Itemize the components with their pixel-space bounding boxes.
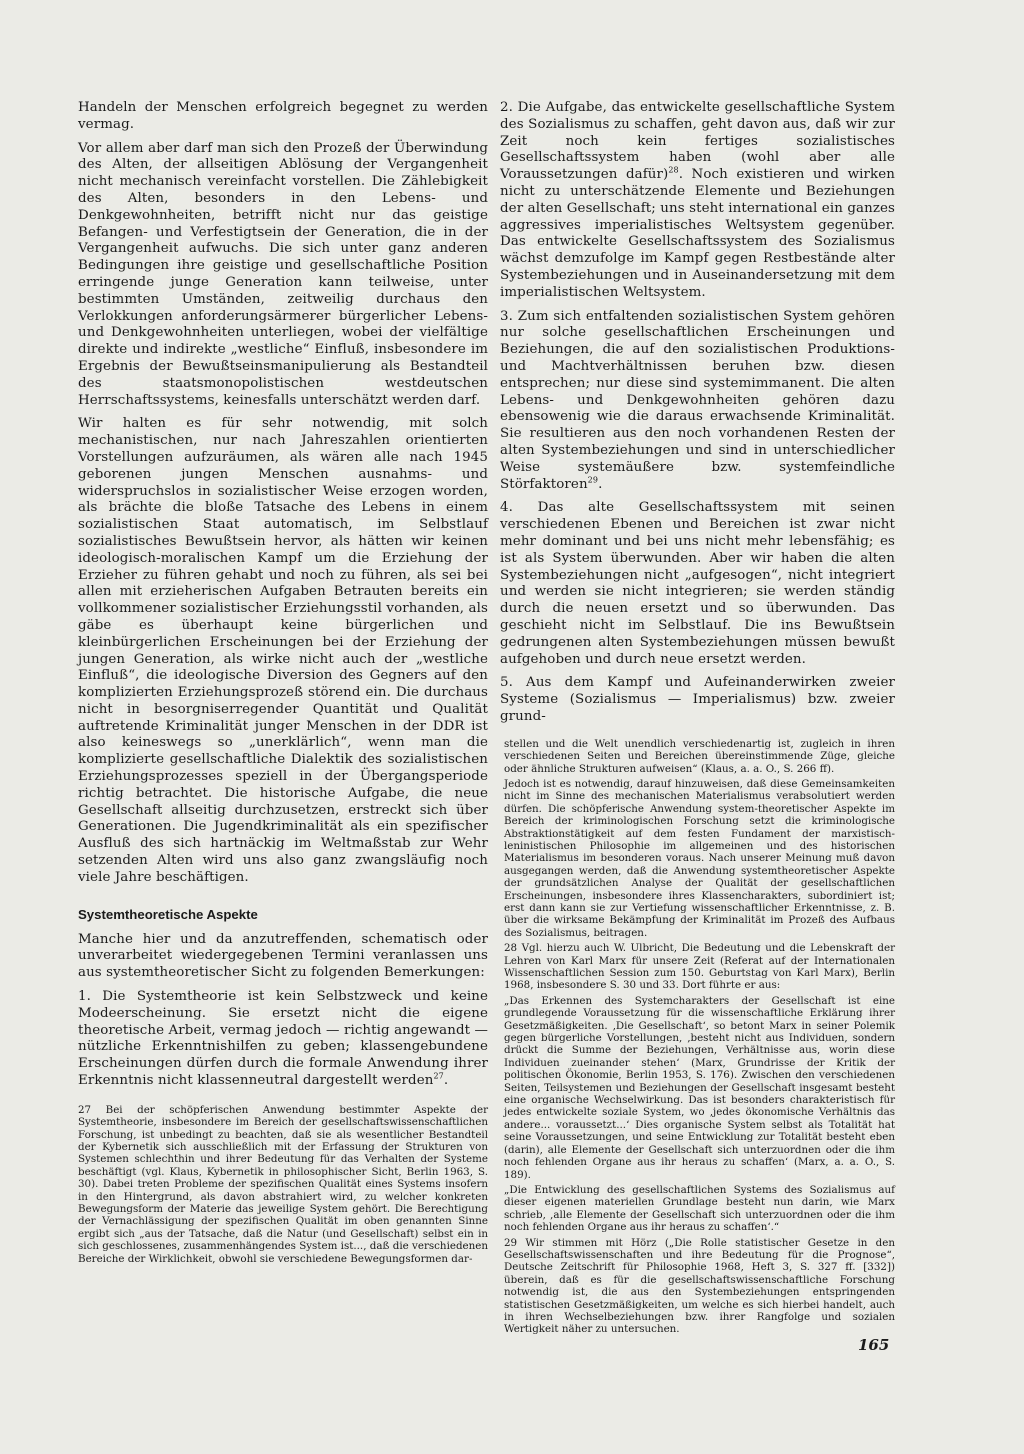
paragraph: Wir halten es für sehr notwendig, mit solch mechanistischen, nur nach Jahreszahlen orientierten Vorstellungen aufzuräumen, als wären alle nach 1945 geborenen jungen Menschen ausnahms- und widerspruchslos in sozialistischer Weise erzogen worden, als brächte die bloße Tatsache des Lebens in einem sozialistischen Staat automatisch, im Selbstlauf sozialistisches Bewußtsein hervor, als hätten wir keinen ideologisch-moralischen Kampf um die Erziehung der Erzieher zu führen gehabt und noch zu führen, als sei bei allen mit erzieherischen Aufgaben Betrauten bereits ein vollkommener sozialistischer Erziehungsstil vorhanden, als gäbe es überhaupt keine bürgerlichen und kleinbürgerlichen Erscheinungen bei der Erziehung der jungen Generation, als wirke nicht auch der „westliche Einfluß“, die ideologische Diversion des Gegners auf den komplizierten Erziehungsprozeß störend ein. Die durchaus nicht in besorgniserregender Quantität und Qualität auftretende Kriminalität junger Menschen in der DDR ist also keineswegs so „unerklärlich“, wenn man die komplizierte gesellschaftliche Dialektik des sozialistischen Erziehungsprozesses speziell in der Übergangsperiode richtig betrachtet. Die historische Aufgabe, die neue Gesellschaft allseitig durchzusetzen, erstreckt sich über Generationen. Die Jugendkriminalität als ein spezifischer Ausfluß des sich hartnäckig im Weltmaßstab zur Wehr setzenden Alten wird uns also ganz zwangsläufig noch viele Jahre beschäftigen.	[78, 416, 488, 885]
list-item-text: 2. Die Aufgabe, das entwickelte gesellschaftliche System des Sozialismus zu schaffen, geht davon aus, daß wir zur Zeit noch kein fertiges sozialistisches Gesellschaftssystem haben (wohl aber alle Voraussetzungen dafür)	[500, 100, 895, 183]
footnote-27-continued: stellen und die Welt unendlich verschiedenartig ist, zugleich in ihren verschiedenen Seiten und Bereichen übereinstimmende Züge, gleiche oder ähnliche Strukturen aufweisen“ (Klaus, a. a. O., S. 266 ff).	[504, 737, 895, 775]
list-item-text: . Noch existieren und wirken nicht zu unterschätzende Elemente und Beziehungen der alten Gesellschaft; uns steht international ein ganzes aggressives imperialistisches Weltsystem gegenüber. Das entwickelte Gesellschaftssystem des Sozialismus wächst demzufolge im Kampf gegen Restbestände alter Systembeziehungen und in Auseinandersetzung mit dem imperialistischen Weltsystem.	[500, 167, 895, 300]
footnote-29: 29 Wir stimmen mit Hörz („Die Rolle statistischer Gesetze in den Gesellschaftswissenschaften und ihre Bedeutung für die Prognose“, Deutsche Zeitschrift für Philosophie 1968, Heft 3, S. 327 ff. [332]) überein, daß es für die gesellschaftswissenschaftliche Forschung notwendig ist, die aus den Systembeziehungen entspringenden statistischen Gesetzmäßigkeiten, um welche es sich hierbei handelt, auch in ihren Wechselbeziehungen bzw. ihrer Rangfolge und sozialen Wertigkeit näher zu untersuchen.	[504, 1236, 895, 1336]
right-body-text	[500, 100, 895, 726]
section-body-text	[78, 932, 488, 1090]
list-item-1: 1. Die Systemtheorie ist kein Selbstzweck und keine Modeerscheinung. Sie ersetzt nicht die eigene theoretische Arbeit, vermag jedoch — richtig angewandt — nützliche Erkenntnishilfen zu geben; klassengebundene Erscheinungen dürfen durch die formale Anwendung ihrer Erkenntnis nicht klassenneutral dargestellt werden$^{27}$.	[78, 989, 488, 1089]
section-heading: Systemtheoretische Aspekte	[78, 906, 258, 922]
footnote-quote: „Das Erkennen des Systemcharakters der Gesellschaft ist eine grundlegende Voraussetzung für die wissenschaftliche Erklärung ihrer Gesetzmäßigkeiten. ‚Die Gesellschaft‘, so betont Marx in seiner Polemik gegen bürgerliche Vorstellungen, ‚besteht nicht aus Individuen, sondern drückt die Summe der Beziehungen, Verhältnisse aus, worin diese Individuen zueinander stehen‘ (Marx, Grundrisse der Kritik der politischen Ökonomie, Berlin 1953, S. 176). Zwischen den verschiedenen Seiten, Teilsystemen und Beziehungen der Gesellschaft insgesamt besteht eine organische Wechselwirkung. Das ist besonders charakteristisch für jedes entwickelte soziale System, wo ‚jedes ökonomische Verhältnis das andere... voraussetzt...‘ Dies organische System selbst als Totalität hat seine Voraussetzungen, und seine Entwicklung zur Totalität besteht eben (darin), alle Elemente der Gesellschaft sich unterzuordnen oder die ihm noch fehlenden Organe aus ihr heraus zu schaffen‘ (Marx, a. a. O., S. 189).	[504, 994, 895, 1181]
left-column	[78, 100, 488, 1268]
footnote-ref[interactable]: 28	[668, 165, 679, 175]
left-body-text	[78, 100, 488, 887]
paragraph: Manche hier und da anzutreffenden, schematisch oder unverarbeitet wiedergegebenen Termini veranlassen uns aus systemtheoretischer Sicht zu folgenden Bemerkungen:	[78, 931, 488, 981]
footnote-27: 27 Bei der schöpferischen Anwendung bestimmter Aspekte der Systemtheorie, insbesondere im Bereich der gesellschaftswissenschaftlichen Forschung, ist unbedingt zu beachten, daß sie als wesentlicher Bestandteil der Kybernetik sich ausschließlich mit der Erfassung der Strukturen von Systemen schlechthin und ihrer Bedeutung für das Verhalten der Systeme beschäftigt (vgl. Klaus, Kybernetik in philosophischer Sicht, Berlin 1963, S. 30). Dabei treten Probleme der spezifischen Qualität eines Systems insofern in den Hintergrund, als davon abstrahiert wird, zu welcher konkreten Bewegungsform der Materie das jeweilige System gehört. Die Berechtigung der Vernachlässigung der spezifischen Qualität im oben genannten Sinne ergibt sich „aus der Tatsache, daß die Natur (und Gesellschaft) selbst ein in sich geschlossenes, zusammenhängendes System ist..., daß die verschiedenen Bereiche der Wirklichkeit, obwohl sie verschiedene Bewegungsformen dar-	[78, 1103, 488, 1265]
page-number: 165	[858, 1336, 890, 1354]
paragraph: Handeln der Menschen erfolgreich begegnet zu werden vermag.	[78, 100, 488, 132]
footnote-ref[interactable]: 27	[433, 1071, 444, 1081]
paragraph: Vor allem aber darf man sich den Prozeß der Überwindung des Alten, der allseitigen Ablösung der Vergangenheit nicht mechanisch vereinfacht vorstellen. Die Zählebigkeit des Alten, besonders in den Lebens- und Denkgewohnheiten, betrifft nicht nur das geistige Befangen- und Verfestigtsein der Generation, die in der Vergangenheit aufwuchs. Die sich unter ganz anderen Bedingungen ihre geistige und gesellschaftliche Position erringende junge Generation kann teilweise, unter bestimmten Umständen, zeitweilig durchaus den Verlokkungen anforderungsärmerer bürgerlicher Lebens- und Denkgewohnheiten unterliegen, wobei der vielfältige direkte und indirekte „westliche“ Einfluß, insbesondere im Ergebnis der Bewußtseinsmanipulierung als Bestandteil des staatsmonopolistischen westdeutschen Herrschaftssystems, keinesfalls unterschätzt werden darf.	[78, 140, 488, 408]
list-item-text: 3. Zum sich entfaltenden sozialistischen System gehören nur solche gesellschaftlichen Erscheinungen und Beziehungen, die auf den sozialistischen Produktions- und Machtverhältnissen beruhen bzw. diesen entsprechen; nur diese sind systemimmanent. Die alten Lebens- und Denkgewohnheiten gehören dazu ebensowenig wie die daraus erwachsende Kriminalität. Sie resultieren aus den noch vorhandenen Resten der alten Systembeziehungen und sind in unterschiedlicher Weise systemäußere bzw. systemfeindliche Störfaktoren	[500, 308, 895, 492]
right-column	[500, 100, 895, 1339]
list-item-2	[500, 100, 895, 302]
footnote-ref[interactable]: 29	[587, 475, 599, 485]
list-item-4: 4. Das alte Gesellschaftssystem mit seinen verschiedenen Ebenen und Bereichen ist zwar nicht mehr dominant und bei uns nicht mehr lebensfähig; es ist als System überwunden. Aber wir haben die alten Systembeziehungen nicht „aufgesogen“, nicht integriert und werden sie nicht integrieren; sie werden ständig durch die neuen ersetzt und so überwunden. Das geschieht nicht im Selbstlauf. Die ins Bewußtsein gedrungenen alten Systembeziehungen müssen bewußt aufgehoben und durch neue ersetzt werden.	[500, 500, 895, 667]
footnote-paragraph: Jedoch ist es notwendig, darauf hinzuweisen, daß diese Gemeinsamkeiten nicht im Sinne des mechanischen Materialismus verabsolutiert werden dürfen. Die schöpferische Anwendung system-theoretischer Aspekte im Bereich der kriminologischen Forschung setzt die kriminologische Abstraktionstätigkeit auf dem festen Fundament der marxistisch-leninistischen Philosophie im allgemeinen und des historischen Materialismus im besonderen voraus. Nach unserer Meinung muß davon ausgegangen werden, daß die Anwendung systemtheoretischer Aspekte der grundsätzlichen Analyse der Qualität der gesellschaftlichen Erscheinungen, insbesondere ihres Klassencharakters, subordiniert ist; erst dann kann sie zur Vertiefung wissenschaftlicher Erkenntnisse, z. B. über die wirksame Bekämpfung der Kriminalität im Prozeß des Aufbaus des Sozialismus, beitragen.	[504, 777, 895, 939]
footnotes-left	[78, 1104, 488, 1265]
list-item-5: 5. Aus dem Kampf und Aufeinanderwirken zweier Systeme (Sozialismus — Imperialismus) bzw. zweier grund-	[500, 675, 895, 724]
footnote-quote: „Die Entwicklung des gesellschaftlichen Systems des Sozialismus auf dieser eigenen materiellen Grundlage besteht nun darin, wie Marx schrieb, ‚alle Elemente der Gesellschaft sich unterzuordnen oder die ihm noch fehlenden Organe aus ihr heraus zu schaffen‘.“	[504, 1183, 895, 1234]
list-item-3: 3. Zum sich entfaltenden sozialistischen System gehören nur solche gesellschaftlichen Erscheinungen und Beziehungen, die auf den sozialistischen Produktions- und Machtverhältnissen beruhen bzw. diesen entsprechen; nur diese sind systemimmanent. Die alten Lebens- und Denkgewohnheiten gehören dazu ebensowenig wie die daraus erwachsende Kriminalität. Sie resultieren aus den noch vorhandenen Resten der alten Systembeziehungen und sind in unterschiedlicher Weise systemäußere bzw. systemfeindliche Störfaktoren$^{29}$.	[500, 308, 895, 492]
footnotes-right	[500, 738, 895, 1336]
list-item-text: 1. Die Systemtheorie ist kein Selbstzweck und keine Modeerscheinung. Sie ersetzt nicht die eigene theoretische Arbeit, vermag jedoch — richtig angewandt — nützliche Erkenntnishilfen zu geben; klassengebundene Erscheinungen dürfen durch die formale Anwendung ihrer Erkenntnis nicht klassenneutral dargestellt werden	[78, 989, 488, 1089]
footnote-28: 28 Vgl. hierzu auch W. Ulbricht, Die Bedeutung und die Lebenskraft der Lehren von Karl Marx für unsere Zeit (Referat auf der Internationalen Wissenschaftlichen Session zum 150. Geburtstag von Karl Marx), Berlin 1968, insbesondere S. 30 und 33. Dort führte er aus:	[504, 942, 895, 992]
